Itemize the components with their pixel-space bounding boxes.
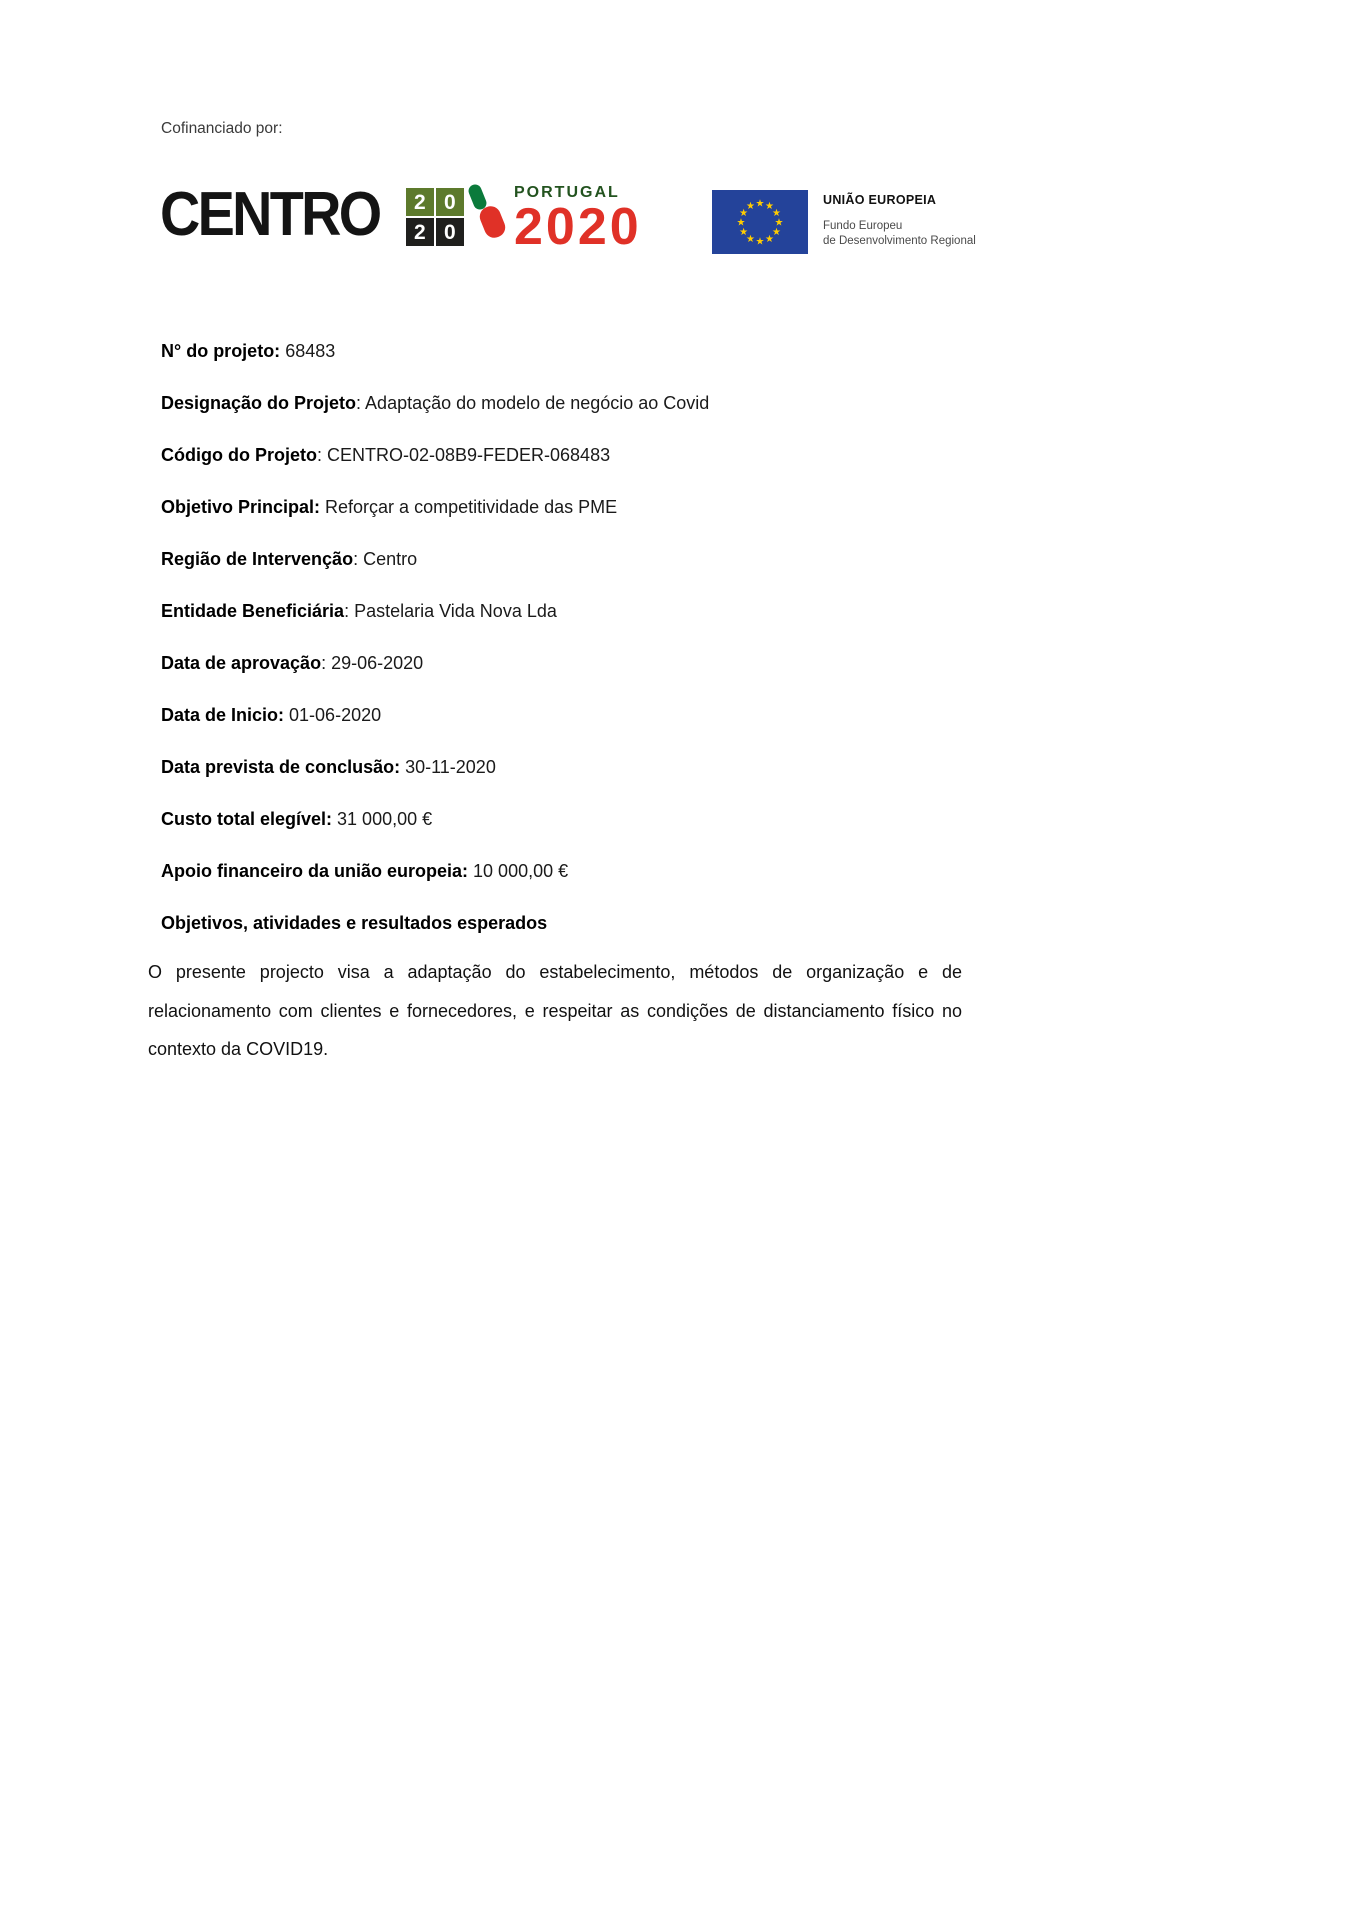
svg-text:★: ★ bbox=[765, 233, 774, 245]
field-custo-total bbox=[161, 805, 1111, 833]
field-label: Designação do Projeto bbox=[161, 393, 357, 413]
field-label: Apoio financeiro da união europeia: bbox=[161, 861, 469, 881]
field-regiao-intervencao bbox=[161, 545, 1111, 573]
svg-text:★: ★ bbox=[771, 227, 781, 238]
field-value: 01-06-2020 bbox=[284, 705, 382, 725]
svg-text:★: ★ bbox=[765, 201, 774, 213]
field-label: Data de aprovação bbox=[161, 653, 322, 673]
field-value: 31 000,00 € bbox=[332, 809, 433, 829]
field-objetivo-principal bbox=[161, 493, 1111, 521]
eu-flag-icon bbox=[712, 190, 808, 254]
svg-text:★: ★ bbox=[739, 227, 749, 238]
portugal2020-logo bbox=[468, 182, 642, 256]
field-data-inicio bbox=[161, 701, 1111, 729]
centro-grid-digit: 0 bbox=[436, 188, 464, 216]
centro-grid-digit: 0 bbox=[436, 218, 464, 246]
svg-text:★: ★ bbox=[746, 201, 755, 213]
centro-grid-digit: 2 bbox=[406, 188, 434, 216]
field-value: : CENTRO-02-08B9-FEDER-068483 bbox=[316, 445, 611, 465]
portugal-label: PORTUGAL bbox=[514, 184, 620, 201]
portugal2020-text bbox=[514, 182, 642, 256]
field-value: 10 000,00 € bbox=[468, 861, 569, 881]
field-value: : Pastelaria Vida Nova Lda bbox=[344, 601, 557, 621]
svg-text:★: ★ bbox=[774, 217, 784, 229]
field-label: Entidade Beneficiária bbox=[161, 601, 345, 621]
centro2020-logo bbox=[160, 180, 464, 249]
field-label: Custo total elegível: bbox=[161, 809, 333, 829]
portugal-year: 2020 bbox=[514, 198, 642, 256]
field-label: Região de Intervenção bbox=[161, 549, 354, 569]
eu-logo bbox=[712, 190, 976, 254]
eu-subtitle bbox=[823, 219, 976, 249]
centro-grid-digit: 2 bbox=[406, 218, 434, 246]
field-value: : Adaptação do modelo de negócio ao Covid bbox=[356, 393, 710, 413]
field-designacao-projeto bbox=[161, 389, 1111, 417]
field-apoio-financeiro bbox=[161, 857, 1111, 885]
cofinanced-by-label: Cofinanciado por: bbox=[161, 120, 283, 137]
field-value: 68483 bbox=[280, 341, 336, 361]
section-heading: Objetivos, atividades e resultados esperados bbox=[161, 913, 548, 933]
field-label: Data de Inicio: bbox=[161, 705, 285, 725]
field-value: : 29-06-2020 bbox=[321, 653, 424, 673]
field-entidade-beneficiaria bbox=[161, 597, 1111, 625]
svg-text:★: ★ bbox=[755, 198, 765, 210]
svg-text:★: ★ bbox=[736, 217, 746, 229]
eu-subtitle-line2: de Desenvolvimento Regional bbox=[823, 235, 976, 247]
svg-text:★: ★ bbox=[755, 236, 765, 248]
svg-text:★: ★ bbox=[739, 208, 749, 219]
eu-title: UNIÃO EUROPEIA bbox=[823, 193, 937, 207]
eu-subtitle-line1: Fundo Europeu bbox=[823, 220, 903, 232]
field-label: Código do Projeto bbox=[161, 445, 317, 465]
centro-2020-grid bbox=[406, 188, 464, 246]
centro-wordmark: CENTRO bbox=[160, 180, 380, 249]
field-numero-projeto bbox=[161, 337, 1111, 365]
field-label: N° do projeto: bbox=[161, 341, 281, 361]
field-codigo-projeto bbox=[161, 441, 1111, 469]
field-value: 30-11-2020 bbox=[400, 757, 496, 777]
svg-text:★: ★ bbox=[746, 233, 755, 245]
field-data-aprovacao bbox=[161, 649, 1111, 677]
field-value: : Centro bbox=[353, 549, 418, 569]
field-value: Reforçar a competitividade das PME bbox=[320, 497, 618, 517]
project-fields bbox=[161, 337, 1111, 961]
field-label: Objetivo Principal: bbox=[161, 497, 321, 517]
field-label: Data prevista de conclusão: bbox=[161, 757, 401, 777]
svg-text:★: ★ bbox=[771, 208, 781, 219]
project-description: O presente projecto visa a adaptação do estabelecimento, métodos de organização e de relacionamento com clientes e fornecedores, e respeitar as condições de distanciamento físico no contexto da COVID19. bbox=[148, 962, 962, 1059]
eu-text-block bbox=[823, 190, 976, 249]
portugal2020-flag-icon bbox=[468, 182, 506, 240]
field-data-conclusao bbox=[161, 753, 1111, 781]
